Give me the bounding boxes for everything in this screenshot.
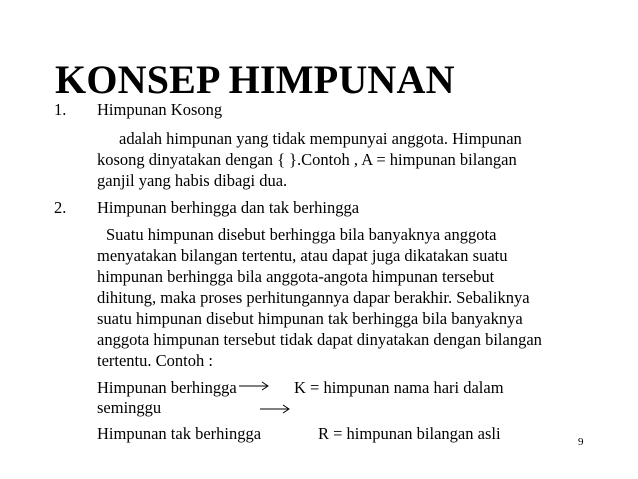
item-2-line-1: Suatu himpunan disebut berhingga bila banyaknya anggota — [106, 225, 497, 244]
arrow-right-icon — [238, 380, 272, 392]
example-finite-label: Himpunan berhingga — [97, 378, 237, 397]
item-2-line-4: dihitung, maka proses perhitungannya dapar berakhir. Sebaliknya — [97, 288, 530, 307]
item-1-line-1: adalah himpunan yang tidak mempunyai anggota. Himpunan — [119, 129, 522, 148]
item-2-line-3: himpunan berhingga bila anggota-angota himpunan tersebut — [97, 267, 495, 286]
item-2-line-6: anggota himpunan tersebut tidak dapat dinyatakan dengan bilangan — [97, 330, 542, 349]
example-finite-continued: seminggu — [97, 398, 162, 417]
item-1-heading: Himpunan Kosong — [97, 100, 223, 119]
item-1-line-3: ganjil yang habis dibagi dua. — [97, 171, 288, 190]
page-number: 9 — [578, 436, 584, 448]
item-2-line-7: tertentu. Contoh : — [97, 351, 213, 370]
arrow-right-icon — [259, 403, 293, 415]
slide-title: KONSEP HIMPUNAN — [55, 57, 455, 102]
item-2-line-2: menyatakan bilangan tertentu, atau dapat juga dikatakan suatu — [97, 246, 508, 265]
example-infinite-label: Himpunan tak berhingga — [97, 424, 262, 443]
item-1-line-2: kosong dinyatakan dengan { }.Contoh , A = himpunan bilangan — [97, 150, 517, 169]
item-2-line-5: suatu himpunan disebut himpunan tak berhingga bila banyaknya — [97, 309, 523, 328]
example-infinite-value: R = himpunan bilangan asli — [318, 424, 501, 443]
item-2-number: 2. — [54, 198, 67, 217]
item-2-heading: Himpunan berhingga dan tak berhingga — [97, 198, 360, 217]
item-1-number: 1. — [54, 100, 67, 119]
example-finite-value: K = himpunan nama hari dalam — [294, 378, 504, 397]
